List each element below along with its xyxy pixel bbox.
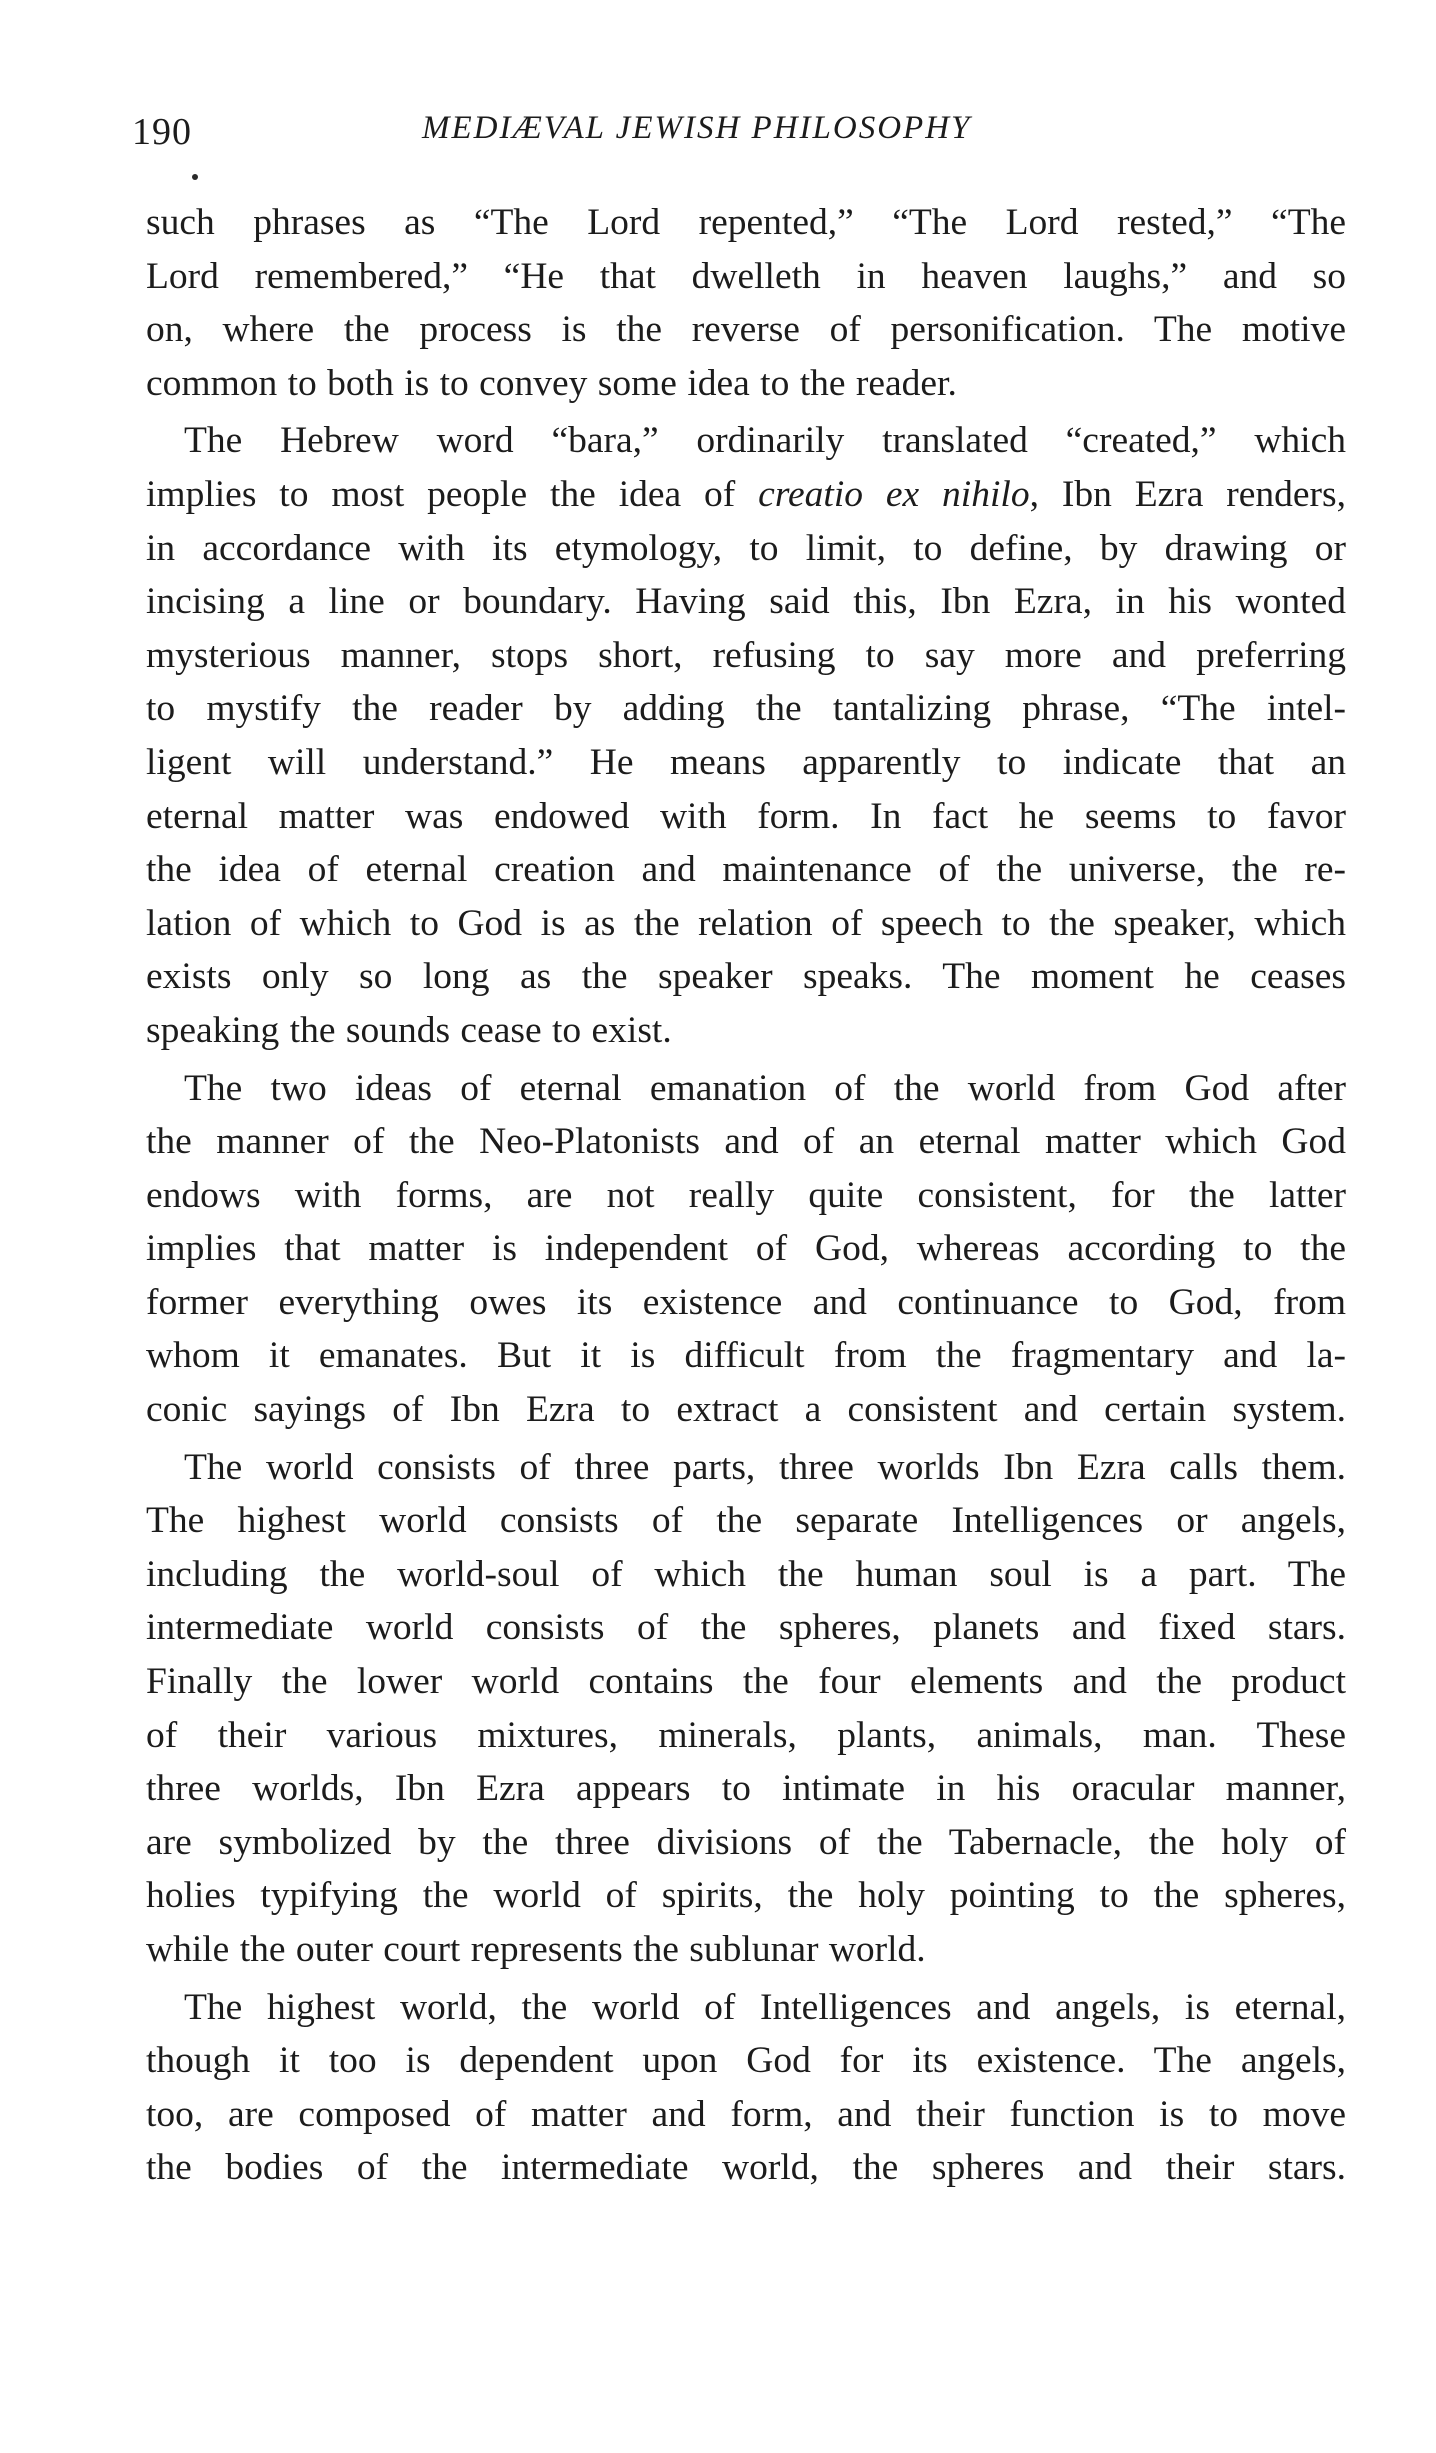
text-line: are symbolized by the three divisions of the Tabernacle, the holy of (146, 1821, 1346, 1863)
text-line: lation of which to God is as the relation of speech to the speaker, which (146, 902, 1346, 944)
text-line: The highest world, the world of Intelligences and angels, is eternal, (184, 1986, 1346, 2028)
text-line: endows with forms, are not really quite consistent, for the latter (146, 1174, 1346, 1216)
paragraph-3 (146, 1062, 1346, 1437)
text-line: the idea of eternal creation and maintenance of the universe, the re- (146, 849, 1346, 891)
text-line: The two ideas of eternal emanation of the world from God after (184, 1067, 1346, 1109)
text-line: intermediate world consists of the spheres, planets and fixed stars. (146, 1607, 1346, 1649)
text-line: the manner of the Neo-Platonists and of an eternal matter which God (146, 1121, 1346, 1163)
body-text (146, 196, 1346, 2195)
paragraph-5 (146, 1981, 1346, 2195)
text-line: three worlds, Ibn Ezra appears to intimate in his oracular manner, (146, 1768, 1346, 1810)
text-line: The world consists of three parts, three worlds Ibn Ezra calls them. (184, 1446, 1346, 1488)
text-line: the bodies of the intermediate world, the spheres and their stars. (146, 2147, 1346, 2189)
text-line: The Hebrew word “bara,” ordinarily translated “created,” which (184, 420, 1346, 462)
text-line: holies typifying the world of spirits, the holy pointing to the spheres, (146, 1875, 1346, 1917)
text-fragment: implies to most people the idea of creatio ex nihilo, Ibn Ezra renders, (146, 473, 1347, 515)
text-line: The highest world consists of the separate Intelligences or angels, (146, 1500, 1346, 1542)
text-line: Lord remembered,” “He that dwelleth in heaven laughs,” and so (146, 255, 1346, 297)
page-number: 190 (132, 111, 192, 153)
text-line-italic (146, 468, 1346, 522)
text-line: while the outer court represents the sublunar world. (146, 1929, 926, 1970)
text-line: whom it emanates. But it is difficult from the fragmentary and la- (146, 1335, 1346, 1377)
text-line: Finally the lower world contains the four elements and the product (146, 1661, 1346, 1703)
text-line: mysterious manner, stops short, refusing to say more and preferring (146, 634, 1346, 676)
paragraph-4 (146, 1441, 1346, 1977)
text-line: on, where the process is the reverse of personification. The motive (146, 309, 1346, 351)
text-line: too, are composed of matter and form, and their function is to move (146, 2093, 1346, 2135)
text-line: conic sayings of Ibn Ezra to extract a consistent and certain system. (146, 1389, 1346, 1431)
text-line: though it too is dependent upon God for its existence. The angels, (146, 2040, 1346, 2082)
text-line: ligent will understand.” He means apparently to indicate that an (146, 741, 1346, 783)
text-line: implies that matter is independent of God, whereas according to the (146, 1228, 1346, 1270)
text-line: of their various mixtures, minerals, plants, animals, man. These (146, 1714, 1346, 1756)
text-line: former everything owes its existence and continuance to God, from (146, 1281, 1346, 1323)
paragraph-2 (146, 414, 1346, 1057)
paragraph-1 (146, 196, 1346, 410)
running-head (132, 110, 1352, 160)
italic-phrase: creatio ex nihilo (758, 473, 1030, 515)
text-line: such phrases as “The Lord repented,” “The Lord rested,” “The (146, 202, 1346, 243)
text-line: incising a line or boundary. Having said this, Ibn Ezra, in his wonted (146, 581, 1346, 623)
text-line: to mystify the reader by adding the tantalizing phrase, “The intel- (146, 688, 1346, 730)
text-line: speaking the sounds cease to exist. (146, 1009, 672, 1051)
text-line: common to both is to convey some idea to the reader. (146, 362, 957, 404)
running-title: MEDIÆVAL JEWISH PHILOSOPHY (422, 110, 972, 146)
text-line: exists only so long as the speaker speaks. The moment he ceases (146, 956, 1346, 998)
print-speck (192, 174, 198, 180)
text-line: in accordance with its etymology, to limit, to define, by drawing or (146, 527, 1346, 569)
text-line: eternal matter was endowed with form. In fact he seems to favor (146, 795, 1346, 837)
text-line: including the world-soul of which the human soul is a part. The (146, 1553, 1346, 1595)
